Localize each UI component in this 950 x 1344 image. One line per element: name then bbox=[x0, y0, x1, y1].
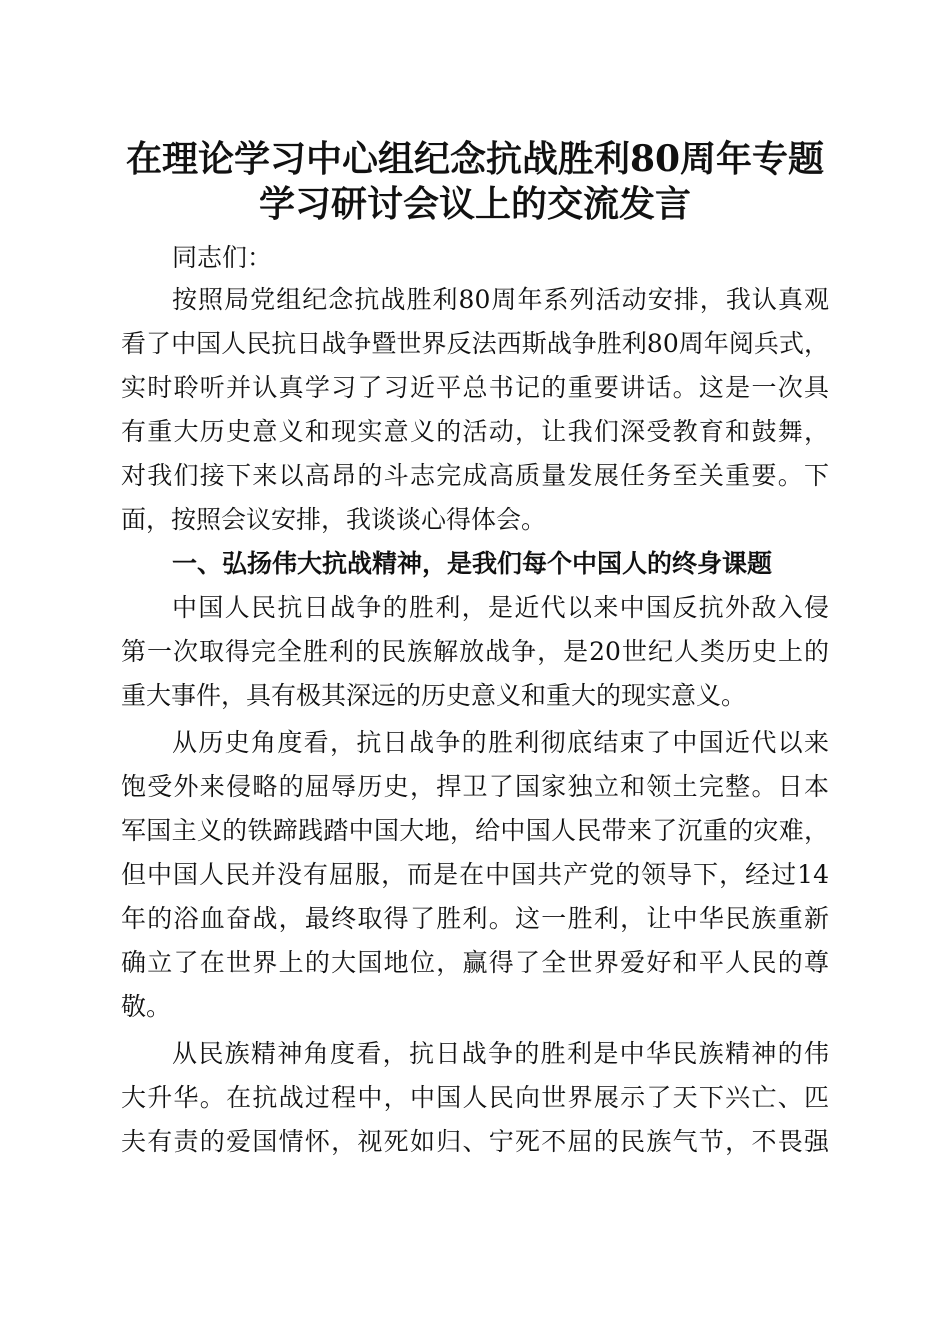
paragraph-line: 按照局党组纪念抗战胜利80周年系列活动安排，我认真观 bbox=[172, 285, 829, 314]
paragraph-line: 夫有责的爱国情怀，视死如归、宁死不屈的民族气节，不畏强 bbox=[121, 1127, 829, 1156]
paragraph-line: 面，按照会议安排，我谈谈心得体会。 bbox=[121, 505, 547, 534]
paragraph-line: 从民族精神角度看，抗日战争的胜利是中华民族精神的伟 bbox=[172, 1039, 829, 1068]
paragraph-line: 年的浴血奋战，最终取得了胜利。这一胜利，让中华民族重新 bbox=[121, 904, 829, 933]
paragraph-line: 有重大历史意义和现实意义的活动，让我们深受教育和鼓舞， bbox=[121, 417, 829, 446]
paragraph-line: 对我们接下来以高昂的斗志完成高质量发展任务至关重要。下 bbox=[121, 461, 829, 490]
document-title-line-1: 在理论学习中心组纪念抗战胜利80周年专题 bbox=[125, 138, 825, 180]
salutation: 同志们： bbox=[172, 243, 273, 272]
section-heading: 一、弘扬伟大抗战精神，是我们每个中国人的终身课题 bbox=[172, 549, 773, 578]
paragraph-line: 确立了在世界上的大国地位，赢得了全世界爱好和平人民的尊 bbox=[121, 948, 829, 977]
document-title-line-2: 学习研讨会议上的交流发言 bbox=[258, 183, 691, 225]
paragraph-line: 军国主义的铁蹄践踏中国大地，给中国人民带来了沉重的灾难， bbox=[121, 816, 829, 845]
paragraph-line: 但中国人民并没有屈服，而是在中国共产党的领导下，经过14 bbox=[121, 860, 829, 889]
paragraph-line: 重大事件，具有极其深远的历史意义和重大的现实意义。 bbox=[121, 681, 747, 710]
paragraph-line: 实时聆听并认真学习了习近平总书记的重要讲话。这是一次具 bbox=[121, 373, 829, 402]
paragraph-line: 第一次取得完全胜利的民族解放战争，是20世纪人类历史上的 bbox=[121, 637, 829, 666]
paragraph-line: 大升华。在抗战过程中，中国人民向世界展示了天下兴亡、匹 bbox=[121, 1083, 829, 1112]
paragraph-line: 看了中国人民抗日战争暨世界反法西斯战争胜利80周年阅兵式， bbox=[121, 329, 829, 358]
paragraph-line: 中国人民抗日战争的胜利，是近代以来中国反抗外敌入侵 bbox=[172, 593, 829, 622]
paragraph-line: 从历史角度看，抗日战争的胜利彻底结束了中国近代以来 bbox=[172, 728, 829, 757]
paragraph-line: 敬。 bbox=[121, 992, 172, 1021]
paragraph-line: 饱受外来侵略的屈辱历史，捍卫了国家独立和领土完整。日本 bbox=[121, 772, 829, 801]
